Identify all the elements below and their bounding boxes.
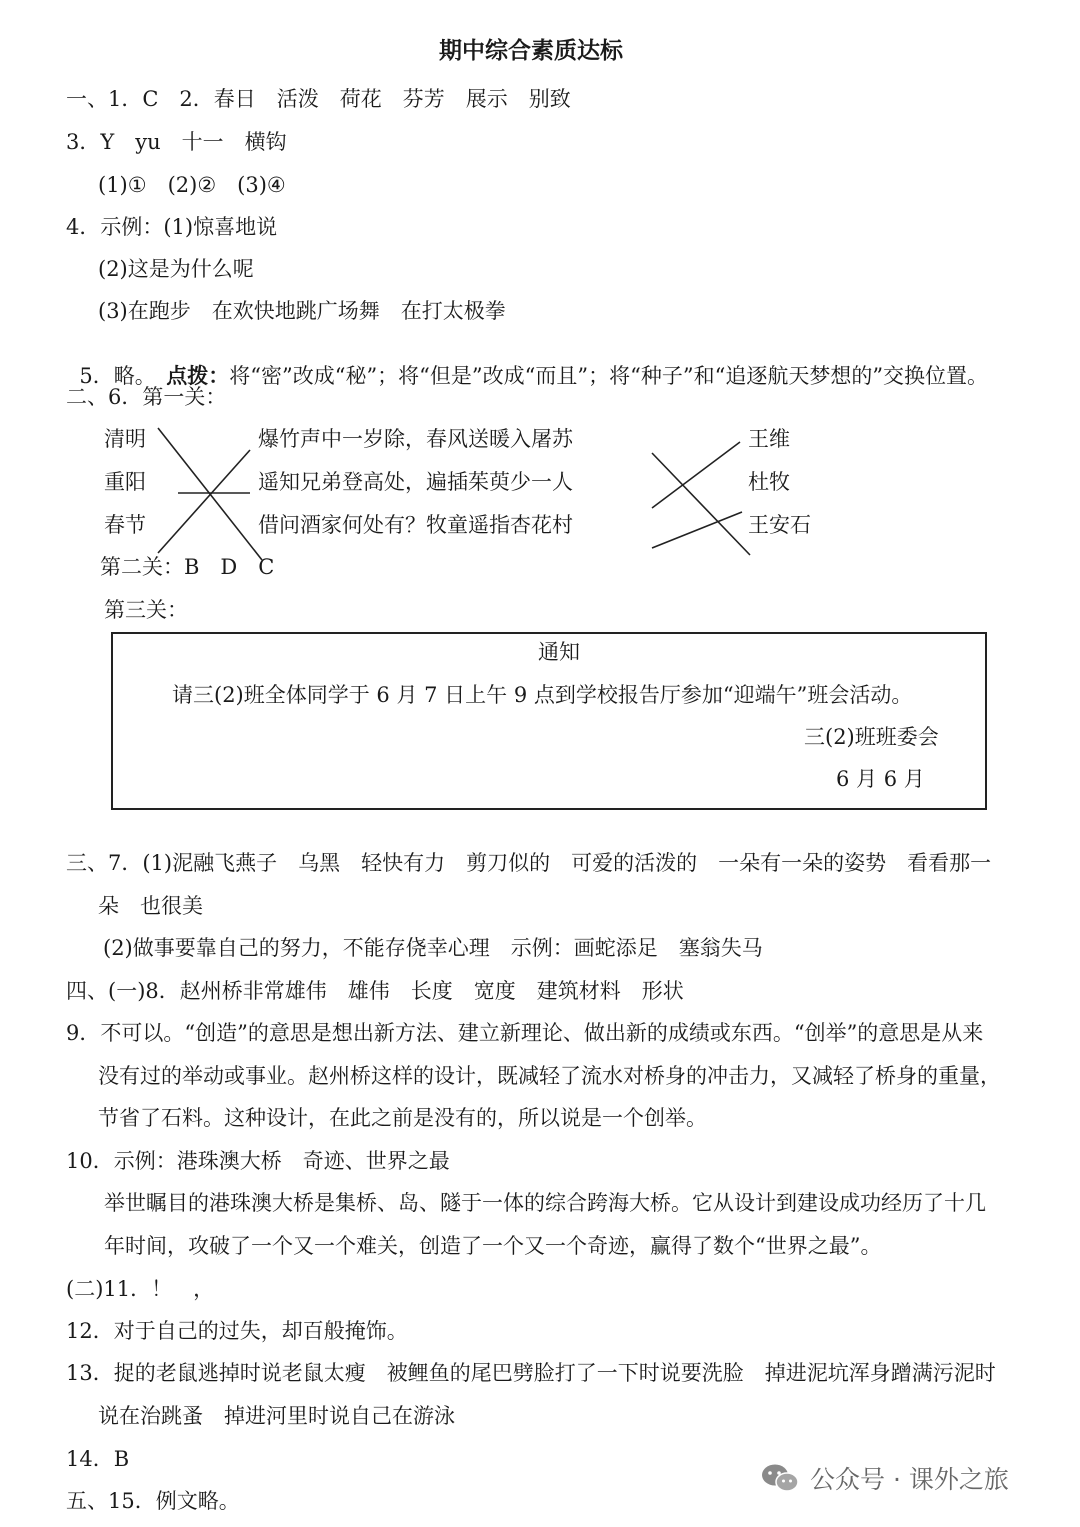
match-line-wangwei (652, 453, 750, 555)
poet-dumu: 杜牧 (748, 470, 790, 494)
notice-date: 6 月 6 月 (836, 767, 925, 791)
answer-line-q12: 12．对于自己的过失，却百般掩饰。 (66, 1319, 408, 1343)
answer-line-q7-1b: 朵 也很美 (98, 894, 203, 918)
poem-line-1: 爆竹声中一岁除，春风送暖入屠苏 (258, 427, 573, 451)
answer-line-level2: 第二关：B D C (100, 555, 275, 579)
answer-line-q10-a: 举世瞩目的港珠澳大桥是集桥、岛、隧于一体的综合跨海大桥。它从设计到建设成功经历了十几 (104, 1191, 986, 1215)
answer-line-q1-2: 一、1．C 2．春日 活泼 荷花 芬芳 展示 别致 (66, 87, 571, 111)
answer-line-q10: 10．示例：港珠澳大桥 奇迹、世界之最 (66, 1149, 450, 1173)
match-line-dumu (652, 512, 742, 548)
answer-line-level3: 第三关： (104, 598, 188, 622)
answer-line-q3: 3．Y yu 十一 横钩 (66, 130, 287, 154)
answer-line-q13-a: 13．捉的老鼠逃掉时说老鼠太瘦 被鲤鱼的尾巴劈脸打了一下时说要洗脸 掉进泥坑浑身蹭满污泥时 (66, 1361, 996, 1385)
answer-line-q9-c: 节省了石料。这种设计，在此之前是没有的，所以说是一个创举。 (98, 1106, 707, 1130)
answer-line-q8: 四、(一)8．赵州桥非常雄伟 雄伟 长度 宽度 建筑材料 形状 (66, 979, 684, 1003)
answer-line-q6: 二、6．第一关： (66, 385, 227, 409)
poem-line-2: 遥知兄弟登高处，遍插茱萸少一人 (258, 470, 573, 494)
watermark-text: 公众号 · 课外之旅 (810, 1465, 1009, 1494)
festival-chongyang: 重阳 (104, 470, 146, 494)
answer-line-q4-3: (3)在跑步 在欢快地跳广场舞 在打太极拳 (98, 299, 506, 323)
festival-chunjie: 春节 (104, 513, 146, 537)
q5-prefix: 5．略。 (79, 364, 167, 388)
notice-signer: 三(2)班班委会 (804, 725, 939, 749)
q5-hint: 将“密”改成“秘”；将“但是”改成“而且”；将“种子”和“追逐航天梦想的”交换位置。 (229, 364, 989, 388)
watermark (760, 1460, 1009, 1496)
page-title: 期中综合素质达标 (439, 38, 623, 64)
answer-line-q7-2: (2)做事要靠自己的努力，不能存侥幸心理 示例：画蛇添足 塞翁失马 (103, 936, 763, 960)
answer-line-q10-b: 年时间，攻破了一个又一个难关，创造了一个又一个奇迹，赢得了数个“世界之最”。 (104, 1234, 882, 1258)
answer-line-q7-1a: 三、7．(1)泥融飞燕子 乌黑 轻快有力 剪刀似的 可爱的活泼的 一朵有一朵的姿势 看看那一 (66, 851, 992, 875)
answer-line-q15: 五、15．例文略。 (66, 1489, 240, 1513)
answer-line-q11: (二)11．！ ， (66, 1277, 215, 1301)
answer-line-q3-sub: (1)① (2)② (3)④ (98, 173, 286, 197)
notice-body: 请三(2)班全体同学于 6 月 7 日上午 9 点到学校报告厅参加“迎端午”班会活动。 (172, 683, 913, 707)
answer-line-q4: 4．示例：(1)惊喜地说 (66, 215, 278, 239)
wechat-icon (760, 1463, 800, 1493)
answer-line-q9-b: 没有过的举动或事业。赵州桥这样的设计，既减轻了流水对桥身的冲击力，又减轻了桥身的重量， (98, 1064, 1001, 1088)
notice-heading: 通知 (538, 640, 580, 664)
poet-wangwei: 王维 (748, 427, 790, 451)
poet-wanganshi: 王安石 (748, 513, 811, 537)
answer-line-q14: 14．B (66, 1447, 130, 1471)
q5-hint-label: 点拨： (166, 363, 230, 388)
match-line-chunjie (158, 450, 250, 553)
answer-line-q13-b: 说在治跳蚤 掉进河里时说自己在游泳 (98, 1404, 455, 1428)
festival-qingming: 清明 (104, 427, 146, 451)
poem-line-3: 借问酒家何处有？牧童遥指杏花村 (258, 513, 573, 537)
answer-line-q9-a: 9．不可以。“创造”的意思是想出新方法、建立新理论、做出新的成绩或东西。“创举”的意思是从来 (66, 1021, 984, 1045)
answer-line-q4-2: (2)这是为什么呢 (98, 257, 254, 281)
